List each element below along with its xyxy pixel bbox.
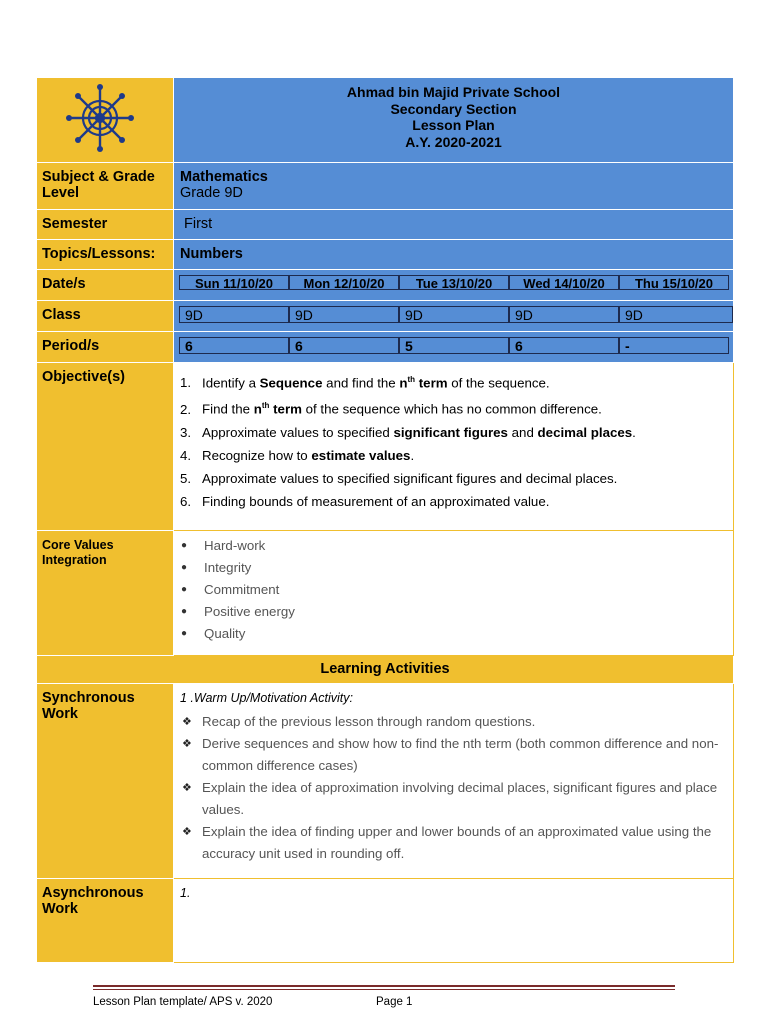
- semester-row: [37, 210, 734, 240]
- activity-item: ❖ Explain the idea of approximation involving decimal places, significant figures and place values.: [202, 777, 725, 821]
- synchronous-row: [37, 684, 734, 879]
- school-name: Ahmad bin Majid Private School: [346, 84, 561, 100]
- objective-item: 1. Identify a Sequence and find the $n^{th}$ term of the sequence.: [180, 375, 550, 391]
- asynchronous-value: 1.: [180, 886, 191, 900]
- asynchronous-label: Asynchronous Work: [37, 879, 174, 963]
- objective-item: 3. Approximate values to specified significant figures and decimal places.: [180, 424, 636, 440]
- core-value-item: ● Quality: [204, 623, 733, 645]
- activity-item: ❖ Derive sequences and show how to find the nth term (both common difference and non-common difference cases): [202, 733, 725, 777]
- dates-grid: [174, 270, 733, 290]
- learning-activities-row: [37, 656, 734, 684]
- document-title: Lesson Plan: [412, 117, 495, 133]
- semester-value: First: [184, 216, 213, 232]
- learning-activities-title: Learning Activities: [37, 656, 734, 684]
- grade-value: Grade 9D: [180, 185, 243, 201]
- core-values-label: Core Values Integration: [37, 531, 174, 656]
- page-footer: [93, 985, 675, 1008]
- warmup-heading: 1 .Warm Up/Motivation Activity:: [180, 691, 353, 705]
- diamond-bullet-icon: ❖: [182, 738, 192, 750]
- periods-row: [37, 332, 734, 363]
- class-cell: 9D: [509, 306, 619, 323]
- synchronous-label: Synchronous Work: [37, 684, 174, 879]
- class-cell: 9D: [619, 306, 733, 323]
- class-cell: 9D: [179, 306, 289, 323]
- semester-label: Semester: [37, 210, 174, 240]
- dates-label: Date/s: [37, 270, 174, 301]
- academic-year: A.Y. 2020-2021: [405, 133, 502, 150]
- class-row: [37, 301, 734, 332]
- core-values-list: [174, 531, 733, 645]
- synchronous-list: [174, 705, 733, 865]
- date-cell: Sun 11/10/20: [179, 275, 289, 290]
- diamond-bullet-icon: ❖: [182, 826, 192, 838]
- topics-value: Numbers: [180, 246, 243, 262]
- objective-item: 5. Approximate values to specified significant figures and decimal places.: [180, 470, 618, 486]
- core-value-item: ● Integrity: [204, 557, 733, 579]
- logo-cell: [37, 78, 174, 163]
- school-header: [174, 78, 734, 163]
- lesson-plan-table: [36, 77, 734, 963]
- topics-row: [37, 240, 734, 270]
- diamond-bullet-icon: ❖: [182, 716, 192, 728]
- footer-divider: [93, 985, 675, 987]
- bullet-icon: ●: [181, 606, 188, 617]
- objectives-list: [174, 363, 733, 513]
- periods-grid: [174, 332, 733, 354]
- footer-page-number: Page 1: [376, 996, 413, 1008]
- date-cell: Thu 15/10/20: [619, 275, 729, 290]
- topics-label: Topics/Lessons:: [37, 240, 174, 270]
- period-cell: -: [619, 337, 729, 354]
- activity-item: ❖ Recap of the previous lesson through random questions.: [202, 711, 725, 733]
- class-cell: 9D: [289, 306, 399, 323]
- date-cell: Mon 12/10/20: [289, 275, 399, 290]
- objectives-label: Objective(s): [37, 363, 174, 531]
- date-cell: Tue 13/10/20: [399, 275, 509, 290]
- period-cell: 6: [509, 337, 619, 354]
- bullet-icon: ●: [181, 628, 188, 639]
- lesson-plan-sheet: [36, 77, 733, 963]
- header-row: [37, 78, 734, 163]
- subject-label: Subject & Grade Level: [37, 163, 174, 210]
- objectives-row: [37, 363, 734, 531]
- core-values-row: [37, 531, 734, 656]
- objective-item: 2. Find the $n^{th}$ term of the sequence which has no common difference.: [180, 401, 602, 417]
- asynchronous-row: [37, 879, 734, 963]
- period-cell: 6: [179, 337, 289, 354]
- footer-template-label: Lesson Plan template/ APS v. 2020: [93, 996, 273, 1008]
- diamond-bullet-icon: ❖: [182, 782, 192, 794]
- date-cell: Wed 14/10/20: [509, 275, 619, 290]
- activity-item: ❖ Explain the idea of finding upper and lower bounds of an approximated value using the accuracy unit used in rounding off.: [202, 821, 725, 865]
- objective-item: 4. Recognize how to estimate values.: [180, 447, 415, 463]
- core-value-item: ● Commitment: [204, 579, 733, 601]
- period-cell: 5: [399, 337, 509, 354]
- periods-label: Period/s: [37, 332, 174, 363]
- core-value-item: ● Positive energy: [204, 601, 733, 623]
- core-value-item: ● Hard-work: [204, 535, 733, 557]
- subject-row: [37, 163, 734, 210]
- period-cell: 6: [289, 337, 399, 354]
- bullet-icon: ●: [181, 562, 188, 573]
- class-label: Class: [37, 301, 174, 332]
- objective-item: 6. Finding bounds of measurement of an approximated value.: [180, 493, 550, 509]
- section-name: Secondary Section: [390, 100, 517, 117]
- class-grid: [174, 301, 733, 323]
- bullet-icon: ●: [181, 540, 188, 551]
- subject-value: Mathematics: [180, 169, 268, 185]
- dates-row: [37, 270, 734, 301]
- bullet-icon: ●: [181, 584, 188, 595]
- ship-wheel-icon: [37, 78, 174, 158]
- class-cell: 9D: [399, 306, 509, 323]
